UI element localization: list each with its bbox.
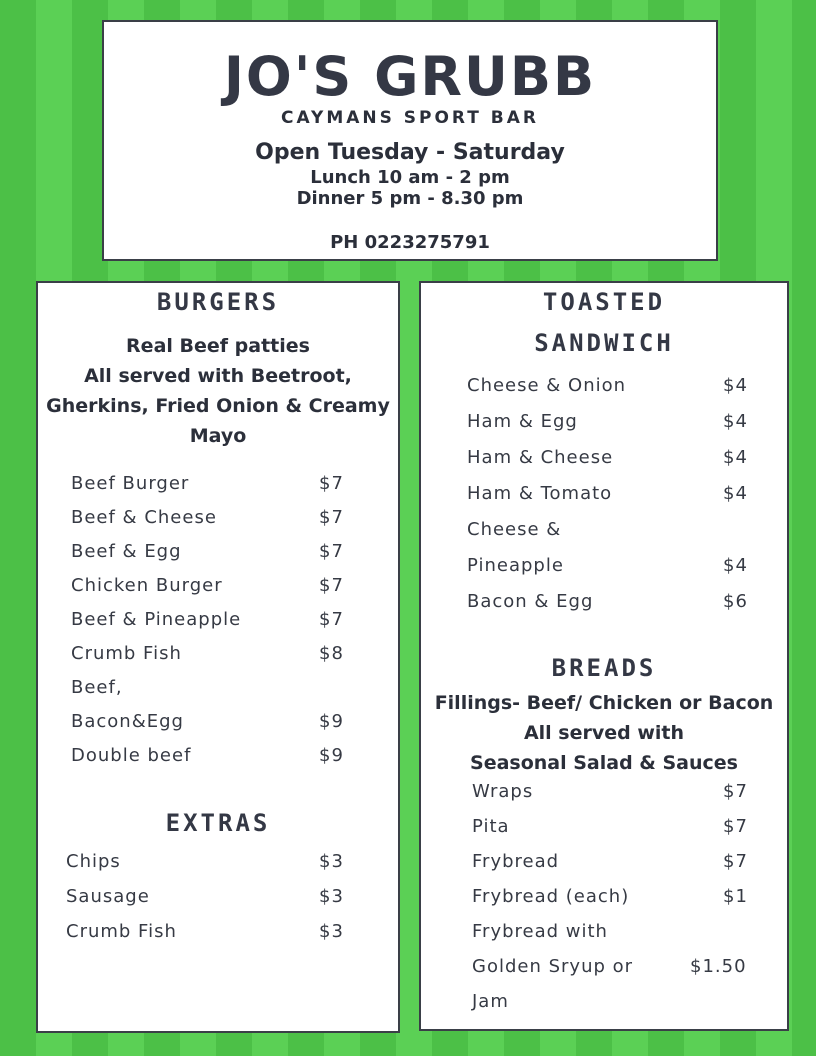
breads-desc-line: Fillings- Beef/ Chicken or Bacon bbox=[434, 692, 774, 714]
item-name: Pineapple bbox=[467, 555, 564, 576]
item-price: $8 bbox=[319, 643, 344, 664]
menu-item-row bbox=[472, 921, 762, 955]
item-name: Crumb Fish bbox=[71, 643, 182, 664]
menu-item-row bbox=[472, 781, 762, 815]
item-price: $7 bbox=[319, 507, 344, 528]
menu-item-row bbox=[472, 816, 762, 850]
menu-item-row bbox=[71, 711, 361, 745]
item-price: $4 bbox=[723, 375, 748, 396]
item-price: $7 bbox=[319, 473, 344, 494]
item-name: Ham & Cheese bbox=[467, 447, 614, 468]
menu-item-row bbox=[66, 851, 361, 885]
breads-desc-line: Seasonal Salad & Sauces bbox=[470, 752, 738, 774]
venue-subtitle: CAYMANS SPORT BAR bbox=[281, 108, 539, 128]
item-name: Double beef bbox=[71, 745, 192, 766]
item-name: Beef & Cheese bbox=[71, 507, 217, 528]
item-price: $4 bbox=[723, 447, 748, 468]
menu-item-row bbox=[472, 991, 762, 1025]
restaurant-title: JO'S GRUBB bbox=[223, 45, 597, 108]
item-price: $3 bbox=[319, 886, 344, 907]
menu-item-row bbox=[71, 643, 361, 677]
item-price: $4 bbox=[723, 411, 748, 432]
header-box bbox=[102, 20, 718, 261]
item-price: $7 bbox=[723, 816, 748, 837]
menu-item-row bbox=[467, 555, 757, 589]
item-name: Beef & Pineapple bbox=[71, 609, 242, 630]
item-price: $1.50 bbox=[690, 956, 747, 977]
item-name: Beef, bbox=[71, 677, 123, 698]
menu-item-row bbox=[467, 447, 757, 481]
item-price: $7 bbox=[723, 851, 748, 872]
menu-item-row bbox=[71, 473, 361, 507]
phone-number: PH 0223275791 bbox=[330, 232, 490, 253]
menu-item-row bbox=[66, 886, 361, 920]
burgers-desc-line: Mayo bbox=[189, 425, 247, 447]
menu-item-row bbox=[467, 519, 757, 553]
burgers-desc-line: Gherkins, Fried Onion & Creamy bbox=[46, 395, 390, 417]
item-price: $9 bbox=[319, 711, 344, 732]
item-price: $3 bbox=[319, 851, 344, 872]
extras-heading: EXTRAS bbox=[165, 809, 271, 837]
item-name: Bacon&Egg bbox=[71, 711, 184, 732]
item-name: Cheese & Onion bbox=[467, 375, 627, 396]
dinner-hours: Dinner 5 pm - 8.30 pm bbox=[296, 188, 524, 209]
menu-item-row bbox=[71, 575, 361, 609]
item-name: Bacon & Egg bbox=[467, 591, 594, 612]
menu-item-row bbox=[66, 921, 361, 955]
menu-item-row bbox=[71, 677, 361, 711]
item-price: $4 bbox=[723, 555, 748, 576]
item-price: $1 bbox=[723, 886, 748, 907]
right-menu-panel bbox=[419, 281, 789, 1031]
breads-description bbox=[421, 688, 787, 778]
menu-item-row bbox=[467, 411, 757, 445]
menu-item-row bbox=[472, 956, 762, 990]
breads-desc-line: All served with bbox=[523, 722, 685, 744]
open-days: Open Tuesday - Saturday bbox=[255, 140, 565, 165]
item-name: Cheese & bbox=[467, 519, 562, 540]
toasted-heading-line2: SANDWICH bbox=[534, 329, 674, 357]
breads-heading: BREADS bbox=[551, 654, 657, 682]
left-menu-panel bbox=[36, 281, 400, 1033]
lunch-hours: Lunch 10 am - 2 pm bbox=[310, 167, 510, 188]
item-price: $7 bbox=[319, 575, 344, 596]
item-name: Sausage bbox=[66, 886, 150, 907]
item-name: Chicken Burger bbox=[71, 575, 223, 596]
item-price: $7 bbox=[319, 541, 344, 562]
burgers-desc-line: All served with Beetroot, bbox=[84, 365, 352, 387]
item-name: Frybread bbox=[472, 851, 560, 872]
item-price: $7 bbox=[319, 609, 344, 630]
item-name: Jam bbox=[472, 991, 509, 1012]
menu-item-row bbox=[71, 745, 361, 779]
item-name: Beef Burger bbox=[71, 473, 190, 494]
item-name: Ham & Tomato bbox=[467, 483, 613, 504]
toasted-heading-line1: TOASTED bbox=[542, 288, 666, 316]
menu-item-row bbox=[472, 886, 762, 920]
item-name: Pita bbox=[472, 816, 510, 837]
item-price: $7 bbox=[723, 781, 748, 802]
menu-item-row bbox=[71, 609, 361, 643]
burgers-desc-line: Real Beef patties bbox=[126, 335, 310, 357]
burgers-description bbox=[38, 331, 398, 451]
item-price: $3 bbox=[319, 921, 344, 942]
menu-item-row bbox=[71, 541, 361, 575]
item-name: Wraps bbox=[472, 781, 534, 802]
item-price: $4 bbox=[723, 483, 748, 504]
item-name: Crumb Fish bbox=[66, 921, 177, 942]
menu-item-row bbox=[467, 591, 757, 625]
item-name: Golden Sryup or bbox=[472, 956, 634, 977]
item-name: Chips bbox=[66, 851, 121, 872]
burgers-heading: BURGERS bbox=[156, 288, 280, 316]
item-name: Beef & Egg bbox=[71, 541, 182, 562]
menu-item-row bbox=[472, 851, 762, 885]
menu-item-row bbox=[467, 375, 757, 409]
item-name: Frybread with bbox=[472, 921, 608, 942]
item-name: Ham & Egg bbox=[467, 411, 578, 432]
item-price: $6 bbox=[723, 591, 748, 612]
item-price: $9 bbox=[319, 745, 344, 766]
item-name: Frybread (each) bbox=[472, 886, 630, 907]
menu-item-row bbox=[71, 507, 361, 541]
menu-item-row bbox=[467, 483, 757, 517]
